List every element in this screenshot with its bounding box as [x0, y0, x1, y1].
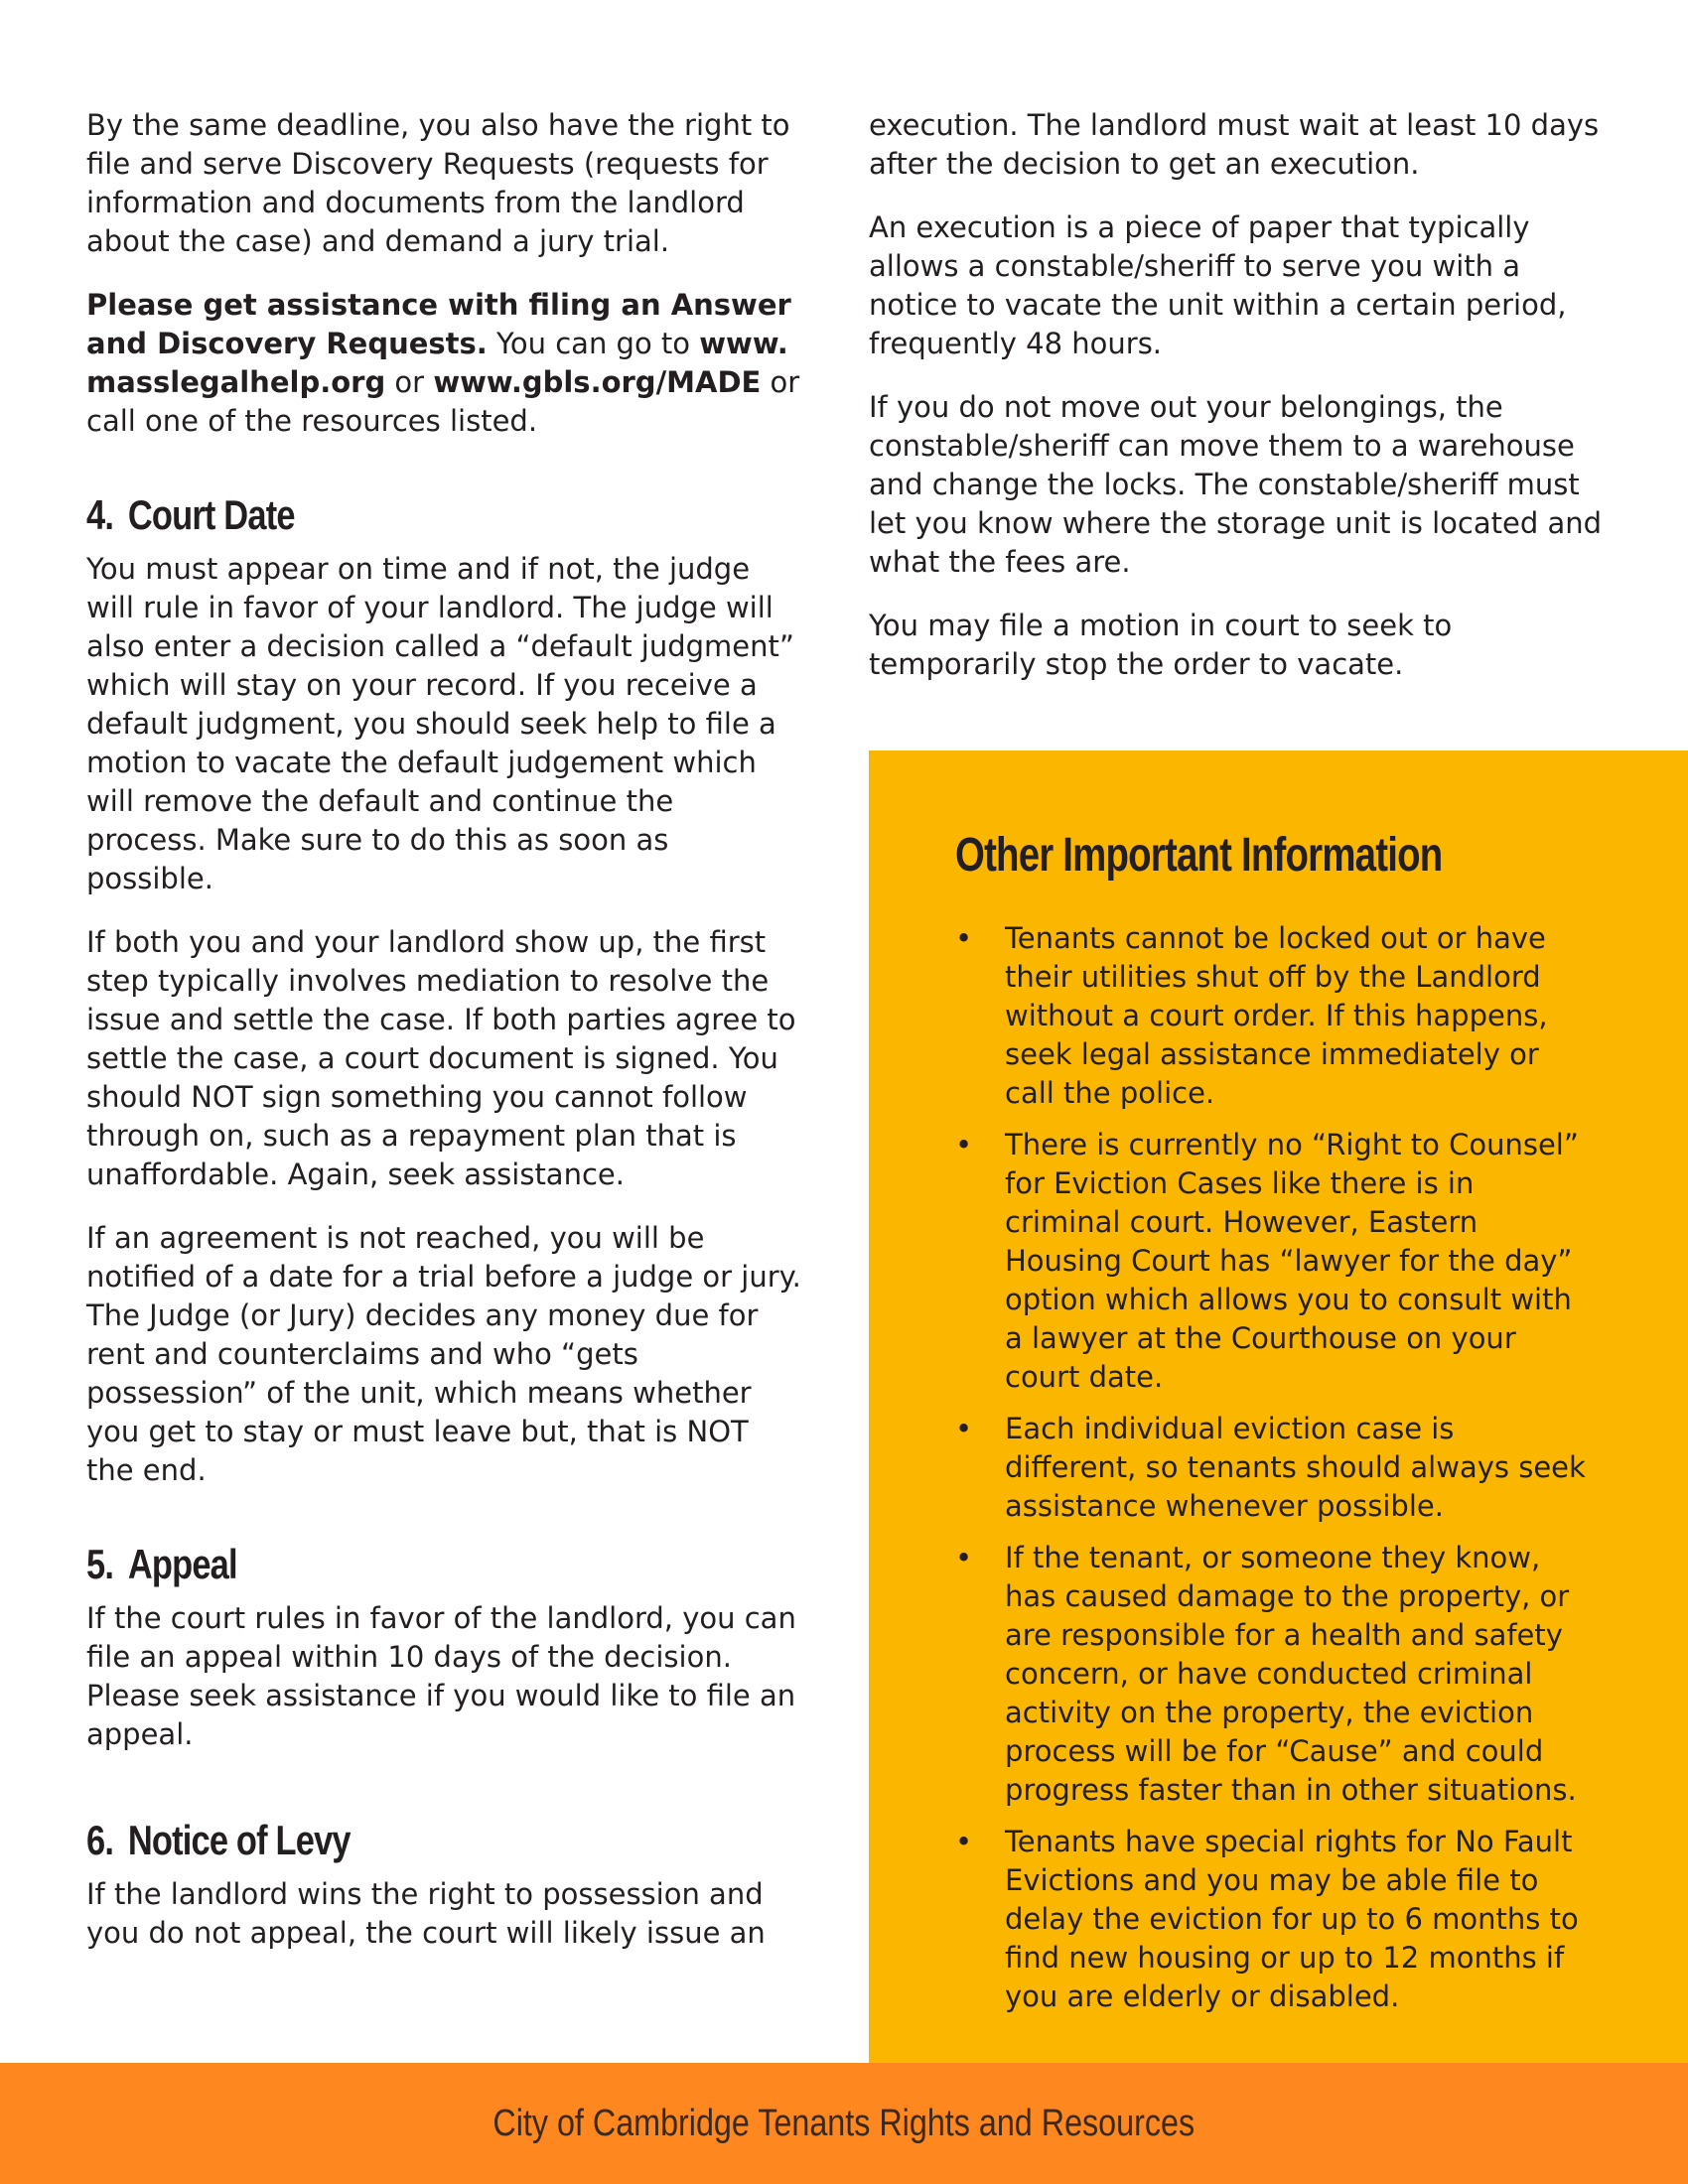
section-5-title: Appeal	[127, 1541, 237, 1587]
bullet-icon: •	[955, 1541, 973, 1574]
left-column	[86, 106, 801, 1978]
notice-of-levy-paragraph: If the landlord wins the right to possession and you do not appeal, the court will likely issue an	[86, 1877, 766, 1950]
section-6-title: Notice of Levy	[127, 1817, 351, 1863]
footer-title: City of Cambridge Tenants Rights and Resources	[492, 2102, 1196, 2144]
discovery-paragraph: By the same deadline, you also have the right to file and serve Discovery Requests (requests for information and documents from the landlord about the case) and demand a jury trial.	[86, 108, 790, 258]
assistance-paragraph	[86, 286, 801, 441]
assistance-intro: Please get assistance with filing an Answer and Discovery Requests.	[86, 288, 791, 360]
assistance-text-3: or call one of the resources listed.	[86, 365, 800, 438]
list-item	[955, 1539, 1591, 1810]
bullet-icon: •	[955, 1128, 973, 1161]
list-item	[955, 1823, 1591, 2016]
section-6-heading	[86, 1816, 672, 1865]
list-item	[955, 919, 1591, 1113]
section-6-number: 6.	[86, 1817, 114, 1863]
important-info-box	[869, 751, 1688, 2063]
execution-paragraph-3: If you do not move out your belongings, the constable/sheriff can move them to a warehouse and change the locks. The constable/sheriff must let you know where the storage unit is located and what the fees are.	[869, 390, 1603, 579]
important-info-list	[955, 919, 1591, 2029]
bullet-icon: •	[955, 1412, 973, 1445]
section-4-heading	[86, 490, 672, 540]
section-5-heading	[86, 1540, 672, 1589]
list-item-text: Tenants cannot be locked out or have their utilities shut off by the Landlord without a court order. If this happens, seek legal assistance immediately or call the police.	[1005, 921, 1548, 1110]
gbls-link[interactable]: www.gbls.org/MADE	[433, 365, 762, 399]
list-item-text: There is currently no “Right to Counsel” for Eviction Cases like there is in criminal court. However, Eastern Housing Court has “lawyer for the day” option which allows you to consult with a lawyer at the Courthouse on your court date.	[1005, 1128, 1579, 1394]
bullet-icon: •	[955, 921, 973, 955]
footer-banner	[0, 2063, 1688, 2184]
assistance-text-2: or	[385, 365, 434, 399]
important-info-title: Other Important Information	[955, 829, 1443, 882]
execution-paragraph-4: You may file a motion in court to seek to temporarily stop the order to vacate.	[869, 609, 1453, 681]
list-item-text: If the tenant, or someone they know, has caused damage to the property, or are responsible for a health and safety concern, or have conducted criminal activity on the property, the eviction process will be for “Cause” and could progress faster than in other situations.	[1005, 1541, 1577, 1807]
execution-paragraph-1: execution. The landlord must wait at least 10 days after the decision to get an execution.	[869, 108, 1600, 181]
court-date-paragraph-1: You must appear on time and if not, the judge will rule in favor of your landlord. The judge will also enter a decision called a “default judgment” which will stay on your record. If you receive a default judgment, you should seek help to file a motion to vacate the default judgement which will remove the default and continue the process. Make sure to do this as soon as possible.	[86, 552, 794, 895]
section-5-number: 5.	[86, 1541, 114, 1587]
court-date-paragraph-2: If both you and your landlord show up, the first step typically involves mediation to resolve the issue and settle the case. If both parties agree to settle the case, a court document is signed. You should NOT sign something you cannot follow through on, such as a repayment plan that is unaffordable. Again, seek assistance.	[86, 925, 796, 1191]
appeal-paragraph: If the court rules in favor of the landlord, you can file an appeal within 10 days of the decision. Please seek assistance if you would like to file an appeal.	[86, 1601, 796, 1751]
list-item-text: Each individual eviction case is different, so tenants should always seek assistance whenever possible.	[1005, 1412, 1586, 1523]
assistance-text-1: You can go to	[487, 327, 700, 360]
masslegalhelp-link[interactable]: www.​masslegalhelp.org	[86, 327, 788, 399]
section-4-title: Court Date	[127, 491, 295, 538]
bullet-icon: •	[955, 1825, 973, 1858]
list-item	[955, 1410, 1591, 1526]
section-4-number: 4.	[86, 491, 114, 538]
list-item-text: Tenants have special rights for No Fault Evictions and you may be able file to delay the eviction for up to 6 months to find new housing or up to 12 months if you are elderly or disabled.	[1005, 1825, 1579, 2013]
court-date-paragraph-3: If an agreement is not reached, you will be notified of a date for a trial before a judge or jury. The Judge (or Jury) decides any money due for rent and counterclaims and who “gets possession” of the unit, which means whether you get to stay or must leave but, that is NOT the end.	[86, 1221, 801, 1487]
list-item	[955, 1126, 1591, 1397]
execution-paragraph-2: An execution is a piece of paper that typically allows a constable/sheriff to serve you with a notice to vacate the unit within a certain period, frequently 48 hours.	[869, 210, 1567, 360]
right-column	[869, 106, 1604, 709]
